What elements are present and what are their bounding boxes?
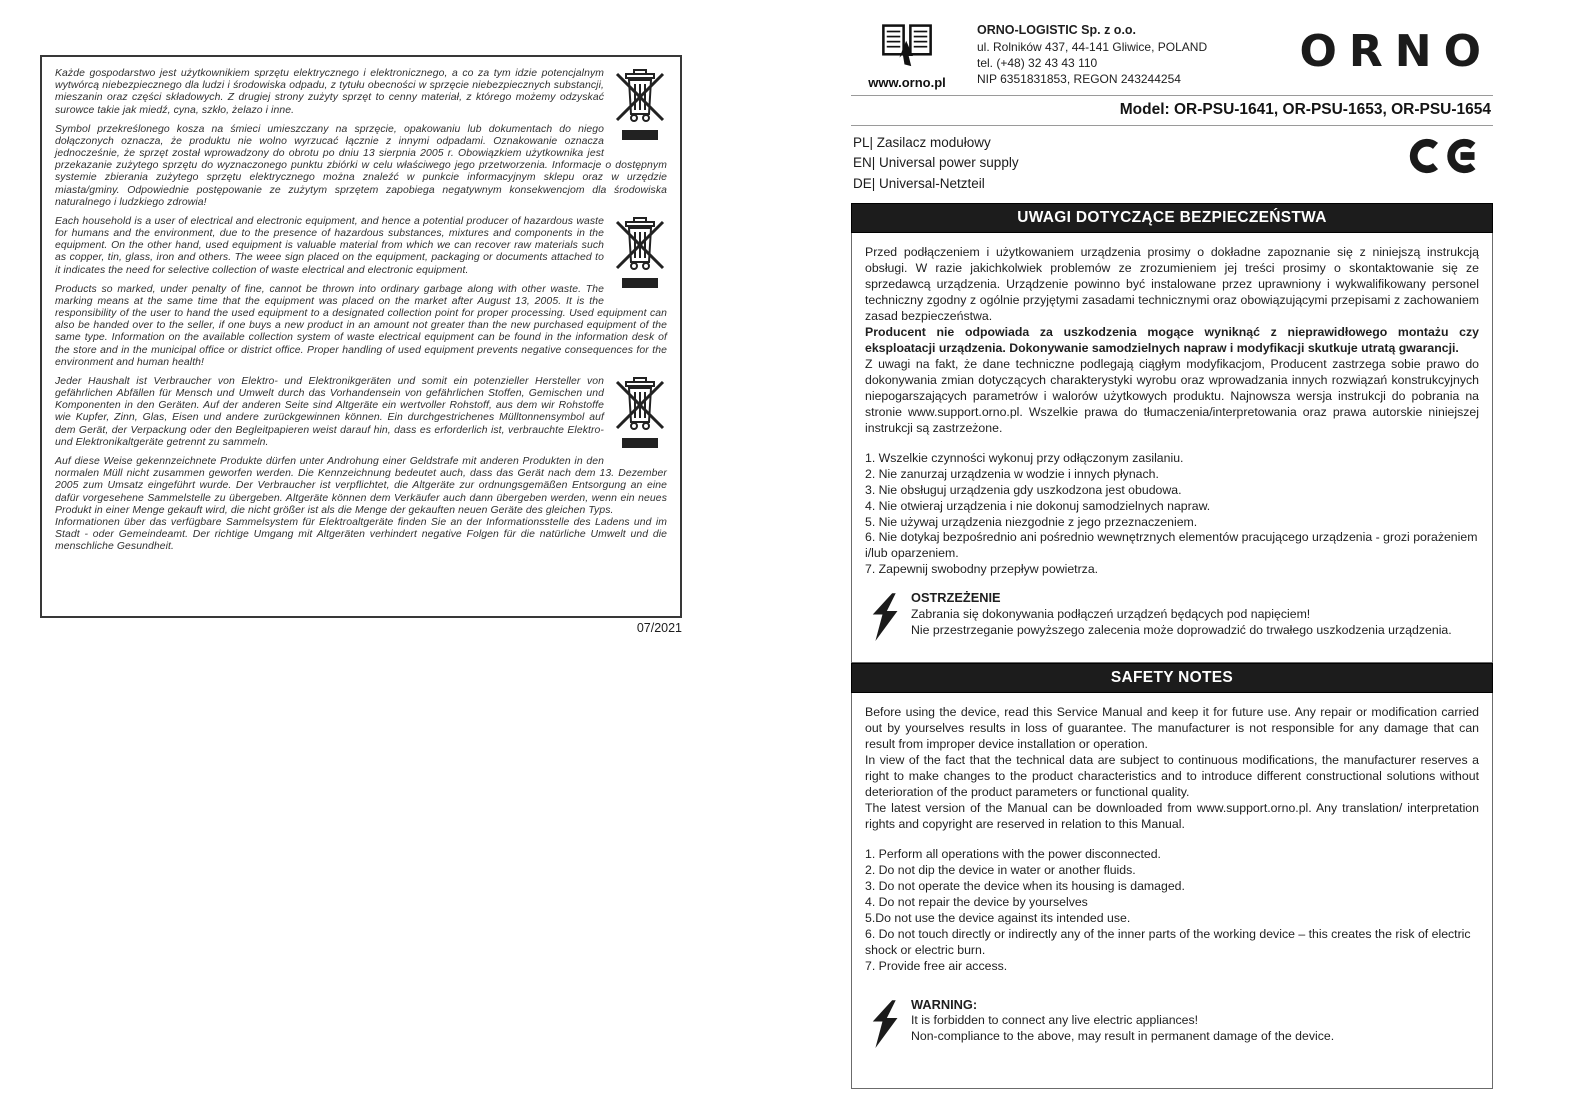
weee-crossed-bin-icon (613, 68, 667, 149)
weee-section-pl (55, 68, 667, 209)
pl-liability-paragraph: Producent nie odpowiada za uszkodzenia mogące wyniknąć z nieprawidłowego montażu czy eksploatacji urządzenia. Dokonywanie samodzielnych napraw i modyfikacji skutkuje utratą gwarancji. (865, 324, 1479, 355)
model-numbers: Model: OR-PSU-1641, OR-PSU-1653, OR-PSU-1654 (851, 96, 1493, 126)
en-rule: 3. Do not operate the device when its housing is damaged. (865, 878, 1185, 893)
manual-header (851, 22, 1493, 96)
en-warning-text (911, 997, 1334, 1046)
company-name: ORNO-LOGISTIC Sp. z o.o. (977, 23, 1137, 37)
company-info (963, 22, 1293, 87)
en-safety-rules (865, 847, 1479, 975)
en-rule: 4. Do not repair the device by yourselves (865, 894, 1088, 909)
pl-warning-block (865, 590, 1479, 649)
pl-modifications-paragraph: Z uwagi na fakt, że dane techniczne podlegają ciągłym modyfikacjom, Producent zastrzega sobie prawo do dokonywania zmian dotyczących charakterystyki wyrobu oraz wprowadzania innych rozwiązań konstrukcyjnych niepogarszających parametrów i walorów użytkowych produktu. Najnowsza wersja instrukcji do pobrania na stronie www.support.orno.pl. Wszelkie prawa do tłumaczenia/interpretowania oraz prawa autorskie niniejszej instrukcji są zastrzeżone. (865, 356, 1479, 435)
ce-mark-icon (1409, 138, 1487, 179)
en-paragraph: Before using the device, read this Service Manual and keep it for future use. Any repair or modification carried out by yourselves results in loss of guarantee. The manufacturer is not responsible for any damage that can result from improper device installation or operation. (865, 704, 1479, 751)
website-url: www.orno.pl (868, 75, 946, 90)
weee-paragraph-de-1: Jeder Haushalt ist Verbraucher von Elektro- und Elektronikgeräten und somit ein potenzieller Hersteller von gefährlichen Abfällen für Mensch und Umwelt durch das Vorhandensein von gefährlichen Stoffen, Gemischen und Komponenten in den Geräten. Auf der anderen Seite sind Altgeräte ein wertvoller Rohstoff, aus dem wir Rohstoffe wie Kupfer, Zinn, Glas, Eisen und andere zurückgewinnen können. Ein durchgestrichenes Mülltonnensymbol auf dem Gerät, der Verpackung oder den Begleitpapieren weist darauf hin, dass es erforderlich ist, verbrauchte Elektro- und Elektronikaltgeräte getrennt zu sammeln. (55, 375, 604, 448)
en-rule: 6. Do not touch directly or indirectly any of the inner parts of the working device – this creates the risk of electric shock or electric burn. (865, 926, 1471, 957)
product-name-block (851, 126, 1493, 203)
pl-intro-paragraph: Przed podłączeniem i użytkowaniem urządzenia prosimy o dokładne zapoznanie się z niniejszą instrukcją obsługi. W razie jakichkolwiek problemów ze zrozumieniem jej treści prosimy o skontaktowanie się ze sprzedawcą urządzenia. Urządzenie powinno być instalowane przez uprawniony i wykwalifikowany personel techniczny zgodny z ogólnie przyjętymi zasadami technicznymi oraz obowiązującymi przepisami z zachowaniem zasad bezpieczeństwa. (865, 244, 1479, 323)
section-title-safety-pl: UWAGI DOTYCZĄCE BEZPIECZEŃSTWA (851, 203, 1493, 233)
company-address: ul. Rolników 437, 44-141 Gliwice, POLAND (977, 39, 1208, 54)
en-rule: 2. Do not dip the device in water or another fluids. (865, 862, 1136, 877)
pl-warning-line: Nie przestrzeganie powyższego zalecenia może doprowadzić do trwałego uszkodzenia urządzenia. (911, 623, 1452, 638)
product-name-de: DE| Universal-Netzteil (853, 175, 985, 191)
pl-rule: 2. Nie zanurzaj urządzenia w wodzie i innych płynach. (865, 466, 1159, 481)
weee-crossed-bin-icon (613, 376, 667, 457)
section-title-safety-en: SAFETY NOTES (851, 663, 1493, 693)
weee-section-en (55, 216, 667, 369)
weee-paragraph-pl-2: Symbol przekreślonego kosza na śmieci umieszczany na sprzęcie, opakowaniu lub dokumentach do niego dołączonych oznacza, że produktu nie wolno wyrzucać łącznie z innymi odpadami. Oznakowanie oznacza jednocześnie, że sprzęt został wprowadzony do obrotu po dniu 13 sierpnia 2005 r. Obowiązkiem użytkownika jest przekazanie zużytego sprzętu do wyznaczonego punktu zbiórki w celu właściwego jego przetworzenia. Informacje o dostępnym systemie zbierania zużytego sprzętu elektrycznego można znaleźć w punkcie informacyjnym sklepu oraz w urzędzie miasta/gminy. Odpowiednie postępowanie ze zużytym sprzętem zapobiega negatywnym konsekwencjom dla środowiska naturalnego i ludzkiego zdrowia! (55, 123, 667, 208)
en-warning-title: WARNING: (911, 996, 978, 1012)
pl-rule: 6. Nie dotykaj bezpośrednio ani pośrednio wewnętrznych elementów pracującego urządzenia - grozi porażeniem i/lub oparzeniem. (865, 530, 1478, 561)
product-name-pl: PL| Zasilacz modułowy (853, 135, 991, 150)
weee-crossed-bin-icon (613, 216, 667, 297)
weee-paragraph-de-2: Auf diese Weise gekennzeichnete Produkte dürfen unter Androhung einer Geldstrafe mit anderen Produkten in den normalen Müll nicht zusammen geworfen werden. Die Kennzeichnung bedeutet auch, dass das Gerät nach dem 13. Dezember 2005 zum Umsatz eingeführt wurde. Der Verbraucher ist verpflichtet, die Altgeräte zur ordnungsgemäßen Entsorgung an eine dafür vorgesehene Sammelstelle zu übergeben. Altgeräte können dem Verkäufer auch dann übergeben werden, wenn ein neues Produkt in einer Menge gekauft wird, die nicht größer ist als die Menge der gekauften neuen Geräte des gleichen Typs. (55, 455, 667, 516)
lightning-bolt-icon (871, 999, 901, 1056)
pl-rule: 4. Nie otwieraj urządzenia i nie dokonuj samodzielnych napraw. (865, 498, 1211, 513)
en-warning-block (865, 997, 1479, 1056)
pl-safety-rules (865, 451, 1479, 579)
orno-brand-logo: ORNO (1299, 26, 1493, 77)
pl-warning-title: OSTRZEŻENIE (911, 590, 1001, 606)
pl-warning-line: Zabrania się dokonywania podłączeń urządzeń będących pod napięciem! (911, 607, 1311, 622)
en-paragraph: The latest version of the Manual can be downloaded from www.support.orno.pl. Any translation/ interpretation rights and copyright are reserved in relation to this Manual. (865, 800, 1479, 831)
en-paragraph: In view of the fact that the technical data are subject to continuous modifications, the manufacturer reserves a right to make changes to the product characteristics and to introduce different constructional solutions without deterioration of the product parameters or functional quality. (865, 752, 1479, 799)
pl-warning-text (911, 590, 1452, 639)
weee-paragraph-pl-1: Każde gospodarstwo jest użytkownikiem sprzętu elektrycznego i elektronicznego, a co za tym idzie potencjalnym wytwórcą niebezpiecznego dla ludzi i środowiska odpadu, z tytułu obecności w sprzęcie niebezpiecznych substancji, mieszanin oraz części składowych. Z drugiej strony zużyty sprzęt to cenny materiał, z którego możemy odzyskać surowce takie jak miedź, cyna, szkło, żelazo i inne. (55, 68, 604, 116)
pl-rule: 5. Nie używaj urządzenia niezgodnie z jego przeznaczeniem. (865, 514, 1198, 529)
company-phone: tel. (+48) 32 43 43 110 (977, 56, 1098, 71)
weee-paragraph-en-2: Products so marked, under penalty of fine, cannot be thrown into ordinary garbage along with other waste. The marking means at the same time that the equipment was placed on the market after August 13, 2005. It is the responsibility of the user to hand the used equipment to a designated collection point for proper processing. Used equipment can also be handed over to the seller, if one buys a new product in an amount not greater than the new purchased equipment of the same type. Information on the available collection system of waste electrical equipment can be found in the information desk of the store and in the municipal office or district office. Proper handling of used equipment prevents negative consequences for the environment and human health! (55, 283, 667, 368)
safety-content-en (851, 693, 1493, 1089)
weee-disposal-notice-sheet (40, 55, 682, 618)
weee-paragraph-en-1: Each household is a user of electrical and electronic equipment, and hence a potential producer of hazardous waste for humans and the environment, due to the presence of hazardous substances, mixtures and components in the equipment. On the other hand, used equipment is valuable material from which we can recover raw materials such as copper, tin, glass, iron and others. The weee sign placed on the equipment, packaging or documents attached to it indicates the need for selective collection of waste electrical and electronic equipment. (55, 215, 604, 276)
en-rule: 1. Perform all operations with the power disconnected. (865, 846, 1161, 861)
pl-rule: 3. Nie obsługuj urządzenia gdy uszkodzona jest obudowa. (865, 482, 1182, 497)
safety-content-pl (851, 233, 1493, 663)
en-rule: 7. Provide free air access. (865, 958, 1008, 973)
weee-paragraph-de-3: Informationen über das verfügbare Sammelsystem für Elektroaltgeräte finden Sie an der Informationsstelle des Ladens und im Stadt - oder Gemeindeamt. Der richtige Umgang mit Altgeräten verhindert negative Folgen für die natürliche Umwelt und die menschliche Gesundheit. (55, 516, 667, 553)
company-registration: NIP 6351831853, REGON 243244254 (977, 72, 1181, 87)
pl-rule: 7. Zapewnij swobodny przepływ powietrza. (865, 562, 1099, 577)
revision-date: 07/2021 (636, 621, 682, 635)
manual-safety-page (851, 22, 1493, 1089)
pl-rule: 1. Wszelkie czynności wykonuj przy odłączonym zasilaniu. (865, 450, 1184, 465)
lightning-bolt-icon (871, 592, 901, 649)
en-rule: 5.Do not use the device against its intended use. (865, 910, 1131, 925)
product-name-en: EN| Universal power supply (853, 155, 1019, 171)
read-manual-icon (880, 55, 934, 72)
website-block (851, 22, 963, 90)
en-warning-line: Non-compliance to the above, may result in permanent damage of the device. (911, 1029, 1335, 1044)
en-warning-line: It is forbidden to connect any live electric appliances! (911, 1013, 1199, 1028)
weee-section-de (55, 376, 667, 553)
